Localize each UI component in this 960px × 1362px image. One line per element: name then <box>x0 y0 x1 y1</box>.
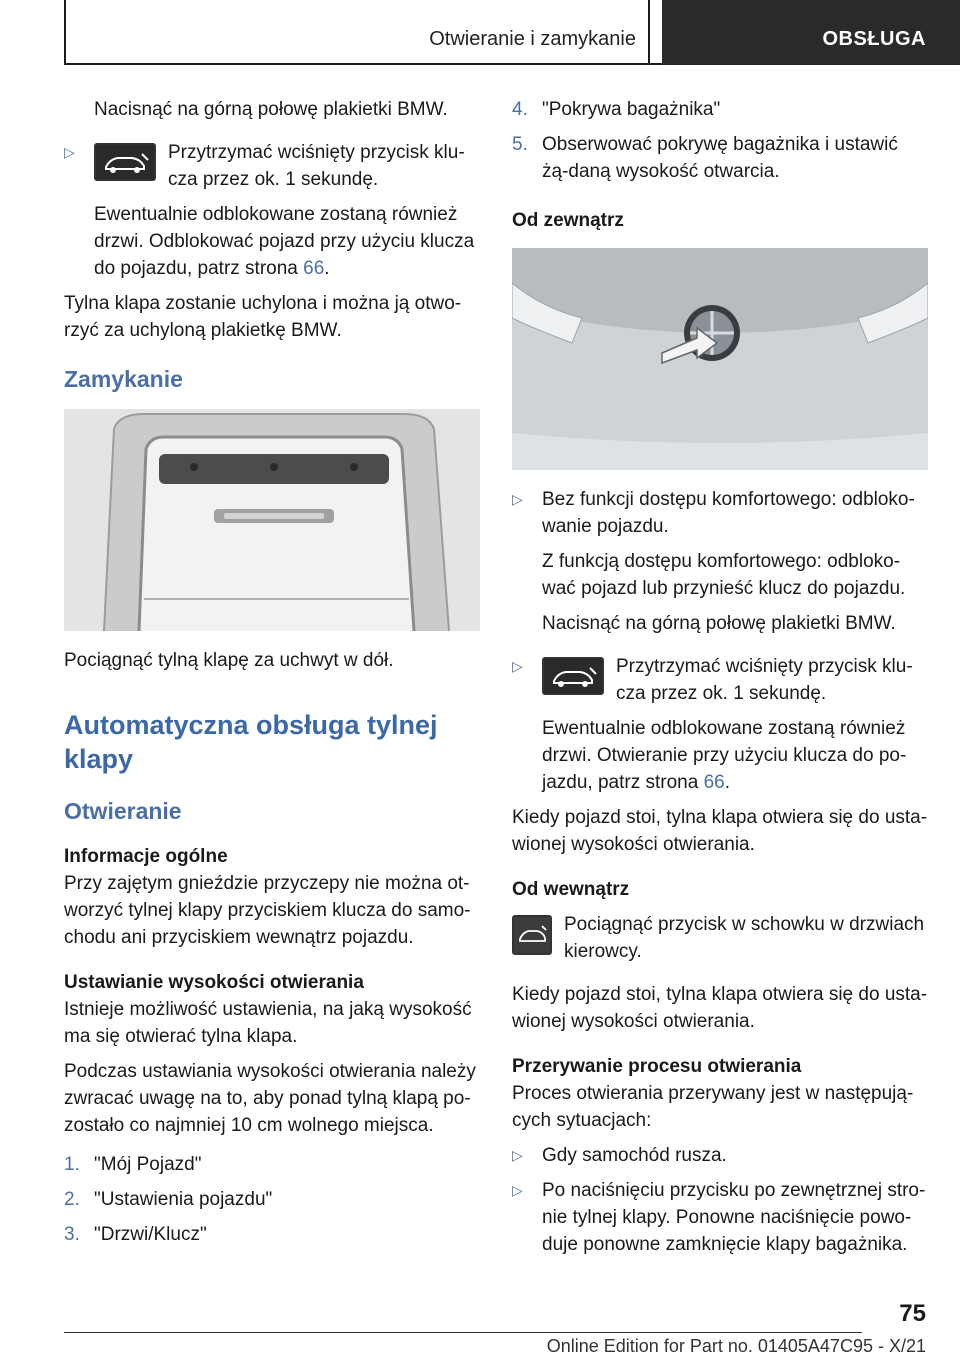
tailgate-key-button-icon <box>94 143 156 181</box>
unlock-note: Ewentualnie odblokowane zostaną również drzwi. Odblokować pojazd przy użyciu klucza do pojazdu, patrz strona 66. <box>94 204 475 279</box>
heading-height: Ustawianie wysokości otwierania <box>64 972 364 993</box>
bullet-comfort-access <box>512 486 928 637</box>
list-item <box>512 131 928 185</box>
interrupt-bullet-2: Po naciśnięciu przycisku po zewnętrznej stro-nie tylnej klapy. Ponowne naciśnięcie powo-duje ponowne zamknięcie klapy bagażnika. <box>542 1180 926 1255</box>
left-column <box>64 96 480 1248</box>
heading-inside: Od wewnątrz <box>512 879 630 900</box>
hold-key-text: Przytrzymać wciśnięty przycisk klu-cza przez ok. 1 sekundę. <box>168 142 465 190</box>
interrupt-text: Proces otwierania przerywany jest w następują-cych sytuacjach: <box>512 1083 914 1131</box>
bullet-drive-off <box>512 1142 928 1169</box>
page-number: 75 <box>899 1300 926 1327</box>
bullet-triangle-icon: ▷ <box>512 1182 523 1198</box>
tailgate-interior-image <box>64 409 480 631</box>
no-comfort-text: Bez funkcji dostępu komfortowego: odbloko-wanie pojazdu. <box>542 489 915 537</box>
header-divider-mid <box>648 0 650 64</box>
page-link-66[interactable]: 66 <box>703 772 725 793</box>
comfort-text: Z funkcją dostępu komfortowego: odbloko-wać pojazd lub przynieść klucz do pojazdu. <box>542 551 906 599</box>
heading-opening: Otwieranie <box>64 798 182 824</box>
section-title: Otwieranie i zamykanie <box>429 28 636 50</box>
tailgate-key-button-icon <box>542 657 604 695</box>
page-header <box>0 0 960 66</box>
step-text: Obserwować pokrywę bagażnika i ustawić żą-daną wysokość otwarcia. <box>542 134 898 182</box>
pull-handle-text: Pociągnąć tylną klapę za uchwyt w dół. <box>64 650 394 671</box>
step-number: 1. <box>64 1154 80 1175</box>
list-item <box>512 96 928 123</box>
step-text: "Ustawienia pojazdu" <box>94 1189 273 1210</box>
unlock-note-text: Ewentualnie odblokowane zostaną również drzwi. Otwieranie przy użyciu klucza do po-jazdu, patrz strona <box>542 718 907 793</box>
height-text-1: Istnieje możliwość ustawienia, na jaką wysokość ma się otwierać tylna klapa. <box>64 999 472 1047</box>
step-text: "Drzwi/Klucz" <box>94 1224 207 1245</box>
bullet-triangle-icon: ▷ <box>512 491 523 507</box>
heading-interrupt: Przerywanie procesu otwierania <box>512 1056 802 1077</box>
header-rule <box>64 63 662 65</box>
unlock-note-text: Ewentualnie odblokowane zostaną również drzwi. Odblokować pojazd przy użyciu klucza do pojazdu, patrz strona <box>94 204 475 279</box>
door-button-icon <box>512 915 552 955</box>
step-number: 2. <box>64 1189 80 1210</box>
step-text: "Pokrywa bagażnika" <box>542 99 721 120</box>
header-divider-left <box>64 0 66 64</box>
stop-open-text-2: Kiedy pojazd stoi, tylna klapa otwiera się do usta-wionej wysokości otwierania. <box>512 984 928 1032</box>
steps-list-left <box>64 1151 480 1248</box>
press-top-text: Nacisnąć na górną połowę plakietki BMW. <box>542 613 896 634</box>
general-info-text: Przy zajętym gnieździe przyczepy nie można ot-worzyć tylnej klapy przyciskiem klucza do samo-chodu ani przyciskiem wewnątrz pojazdu. <box>64 873 471 948</box>
bullet-triangle-icon: ▷ <box>512 658 523 674</box>
step-number: 4. <box>512 99 528 120</box>
heading-closing: Zamykanie <box>64 366 183 392</box>
tailgate-open-text: Tylna klapa zostanie uchylona i można ją otwo-rzyć za uchyloną plakietkę BMW. <box>64 293 462 341</box>
list-item <box>64 1151 480 1178</box>
heading-outside: Od zewnątrz <box>512 210 624 231</box>
page-link-66[interactable]: 66 <box>303 258 325 279</box>
chapter-label: OBSŁUGA <box>822 28 926 50</box>
heading-automatic: Automatyczna obsługa tylnej klapy <box>64 710 438 774</box>
inside-button-row <box>512 911 928 965</box>
interrupt-bullet-1: Gdy samochód rusza. <box>542 1145 727 1166</box>
height-text-2: Podczas ustawiania wysokości otwierania należy zwracać uwagę na to, aby ponad tylną klapą po-zostało co najmniej 10 cm wolnego miejsca. <box>64 1061 476 1136</box>
step-number: 3. <box>64 1224 80 1245</box>
bullet-hold-key <box>64 139 480 282</box>
heading-general: Informacje ogólne <box>64 846 228 867</box>
edition-text: Online Edition for Part no. 01405A47C95 - X/21 <box>546 1336 926 1356</box>
footer-rule <box>64 1332 862 1333</box>
tailgate-badge-image <box>512 248 928 470</box>
list-item <box>64 1186 480 1213</box>
bullet-triangle-icon: ▷ <box>512 1147 523 1163</box>
step-number: 5. <box>512 134 528 155</box>
unlock-note: Ewentualnie odblokowane zostaną również drzwi. Otwieranie przy użyciu klucza do po-jazdu, patrz strona 66. <box>542 718 907 793</box>
bullet-triangle-icon: ▷ <box>64 144 75 160</box>
right-column <box>512 96 928 1258</box>
hold-key-text: Przytrzymać wciśnięty przycisk klu-cza przez ok. 1 sekundę. <box>616 656 913 704</box>
list-item <box>64 1221 480 1248</box>
bullet-button-press <box>512 1177 928 1258</box>
bullet-hold-key <box>512 653 928 796</box>
step-text: "Mój Pojazd" <box>94 1154 202 1175</box>
stop-open-text: Kiedy pojazd stoi, tylna klapa otwiera się do usta-wionej wysokości otwierania. <box>512 807 928 855</box>
press-top-text: Nacisnąć na górną połowę plakietki BMW. <box>94 99 448 120</box>
inside-button-text: Pociągnąć przycisk w schowku w drzwiach kierowcy. <box>564 914 925 962</box>
